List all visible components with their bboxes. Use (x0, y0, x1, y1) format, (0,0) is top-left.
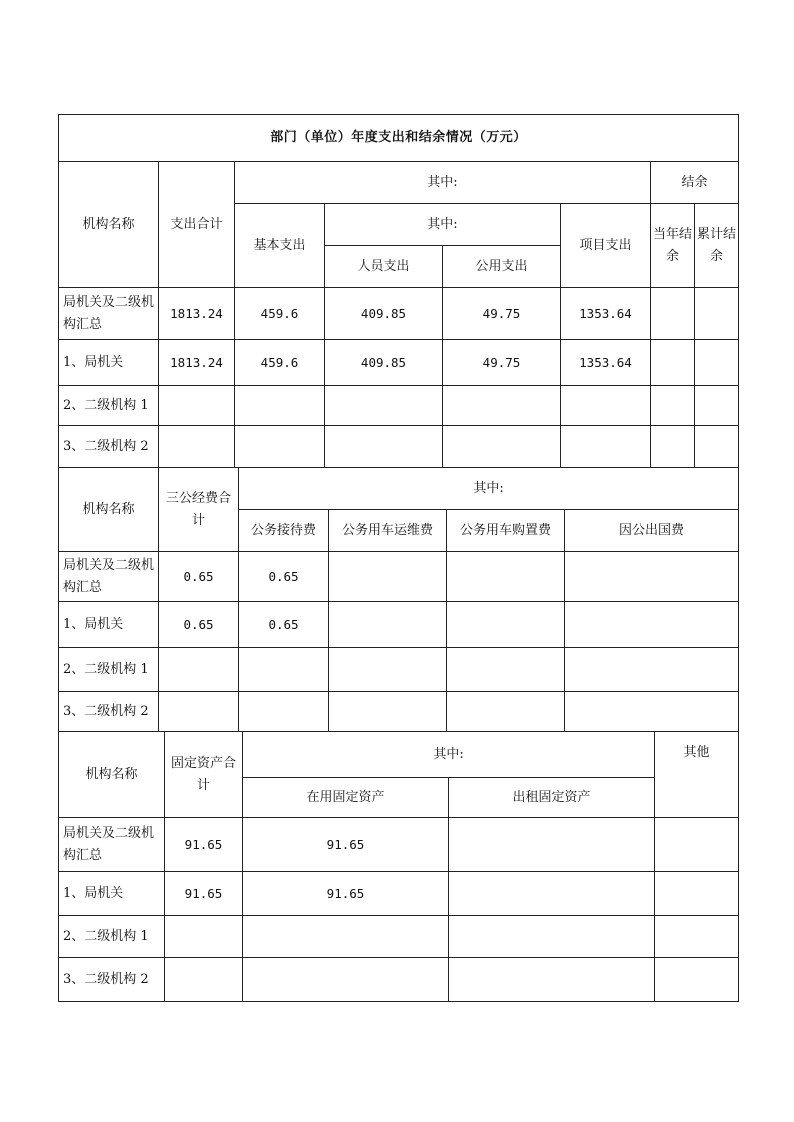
header-of-which-sub: 其中: (325, 204, 561, 246)
cell-total: 91.65 (165, 872, 243, 916)
row-label: 1、局机关 (59, 872, 165, 916)
header-of-which: 其中: (239, 468, 739, 510)
cell-project (561, 386, 651, 426)
row-label: 局机关及二级机构汇总 (59, 552, 159, 602)
cell-car-purchase (447, 692, 565, 732)
cell-in-use (243, 958, 449, 1002)
cell-personnel (325, 426, 443, 468)
cell-project: 1353.64 (561, 340, 651, 386)
header-car-operation: 公务用车运维费 (329, 510, 447, 552)
cell-other (655, 872, 739, 916)
header-reception: 公务接待费 (239, 510, 329, 552)
cell-car-operation (329, 552, 447, 602)
cell-total: 1813.24 (159, 288, 235, 340)
cell-in-use (243, 916, 449, 958)
row-label: 3、二级机构 2 (59, 692, 159, 732)
cell-total (165, 916, 243, 958)
header-org-name: 机构名称 (59, 732, 165, 818)
cell-total (159, 648, 239, 692)
row-label: 2、二级机构 1 (59, 386, 159, 426)
header-in-use-assets: 在用固定资产 (243, 778, 449, 818)
cell-overseas-travel (565, 602, 739, 648)
cell-basic (235, 426, 325, 468)
row-label: 1、局机关 (59, 340, 159, 386)
table-row (59, 288, 739, 340)
cell-car-operation (329, 602, 447, 648)
table-row (59, 386, 739, 426)
cell-car-purchase (447, 552, 565, 602)
cell-reception: 0.65 (239, 552, 329, 602)
cell-leased (449, 872, 655, 916)
table-row (59, 340, 739, 386)
cell-car-purchase (447, 602, 565, 648)
cell-public: 49.75 (443, 288, 561, 340)
cell-accumulated-balance (695, 340, 739, 386)
cell-overseas-travel (565, 552, 739, 602)
expenditure-table (58, 114, 739, 468)
cell-current-balance (651, 426, 695, 468)
cell-project: 1353.64 (561, 288, 651, 340)
row-label: 局机关及二级机构汇总 (59, 818, 165, 872)
row-label: 2、二级机构 1 (59, 916, 165, 958)
cell-total (165, 958, 243, 1002)
cell-basic (235, 386, 325, 426)
header-of-which: 其中: (243, 732, 655, 778)
cell-total (159, 386, 235, 426)
cell-personnel: 409.85 (325, 288, 443, 340)
cell-reception: 0.65 (239, 602, 329, 648)
header-org-name: 机构名称 (59, 468, 159, 552)
cell-public (443, 386, 561, 426)
cell-in-use: 91.65 (243, 872, 449, 916)
cell-total (159, 692, 239, 732)
cell-leased (449, 818, 655, 872)
cell-public (443, 426, 561, 468)
table-row (59, 602, 739, 648)
cell-other (655, 916, 739, 958)
header-accumulated-balance: 累计结余 (695, 204, 739, 288)
cell-basic: 459.6 (235, 340, 325, 386)
cell-accumulated-balance (695, 426, 739, 468)
cell-public: 49.75 (443, 340, 561, 386)
header-three-public-total: 三公经费合计 (159, 468, 239, 552)
row-label: 3、二级机构 2 (59, 958, 165, 1002)
header-fixed-assets-total: 固定资产合计 (165, 732, 243, 818)
header-other: 其他 (655, 732, 739, 818)
cell-project (561, 426, 651, 468)
header-total-expenditure: 支出合计 (159, 162, 235, 288)
header-current-balance: 当年结余 (651, 204, 695, 288)
cell-personnel: 409.85 (325, 340, 443, 386)
cell-other (655, 958, 739, 1002)
header-public: 公用支出 (443, 246, 561, 288)
table-row (59, 426, 739, 468)
table-row (59, 872, 739, 916)
cell-current-balance (651, 340, 695, 386)
table-row (59, 648, 739, 692)
cell-total: 0.65 (159, 602, 239, 648)
cell-personnel (325, 386, 443, 426)
cell-overseas-travel (565, 692, 739, 732)
cell-basic: 459.6 (235, 288, 325, 340)
cell-reception (239, 692, 329, 732)
cell-current-balance (651, 386, 695, 426)
cell-accumulated-balance (695, 288, 739, 340)
cell-overseas-travel (565, 648, 739, 692)
table-title: 部门（单位）年度支出和结余情况（万元） (59, 115, 739, 162)
cell-car-operation (329, 692, 447, 732)
header-car-purchase: 公务用车购置费 (447, 510, 565, 552)
row-label: 1、局机关 (59, 602, 159, 648)
cell-car-operation (329, 648, 447, 692)
document-page (58, 114, 738, 1002)
cell-total: 91.65 (165, 818, 243, 872)
cell-total: 1813.24 (159, 340, 235, 386)
table-row (59, 692, 739, 732)
table-row (59, 818, 739, 872)
cell-leased (449, 916, 655, 958)
cell-in-use: 91.65 (243, 818, 449, 872)
table-row (59, 916, 739, 958)
header-org-name: 机构名称 (59, 162, 159, 288)
cell-leased (449, 958, 655, 1002)
cell-reception (239, 648, 329, 692)
header-overseas-travel: 因公出国费 (565, 510, 739, 552)
header-personnel: 人员支出 (325, 246, 443, 288)
cell-total: 0.65 (159, 552, 239, 602)
header-leased-assets: 出租固定资产 (449, 778, 655, 818)
table-row (59, 958, 739, 1002)
row-label: 3、二级机构 2 (59, 426, 159, 468)
header-of-which: 其中: (235, 162, 651, 204)
cell-other (655, 818, 739, 872)
three-public-expenses-table (58, 467, 739, 732)
cell-accumulated-balance (695, 386, 739, 426)
cell-car-purchase (447, 648, 565, 692)
row-label: 2、二级机构 1 (59, 648, 159, 692)
cell-current-balance (651, 288, 695, 340)
row-label: 局机关及二级机构汇总 (59, 288, 159, 340)
header-basic-expenditure: 基本支出 (235, 204, 325, 288)
table-row (59, 552, 739, 602)
cell-total (159, 426, 235, 468)
fixed-assets-table (58, 731, 739, 1002)
header-project-expenditure: 项目支出 (561, 204, 651, 288)
header-balance: 结余 (651, 162, 739, 204)
